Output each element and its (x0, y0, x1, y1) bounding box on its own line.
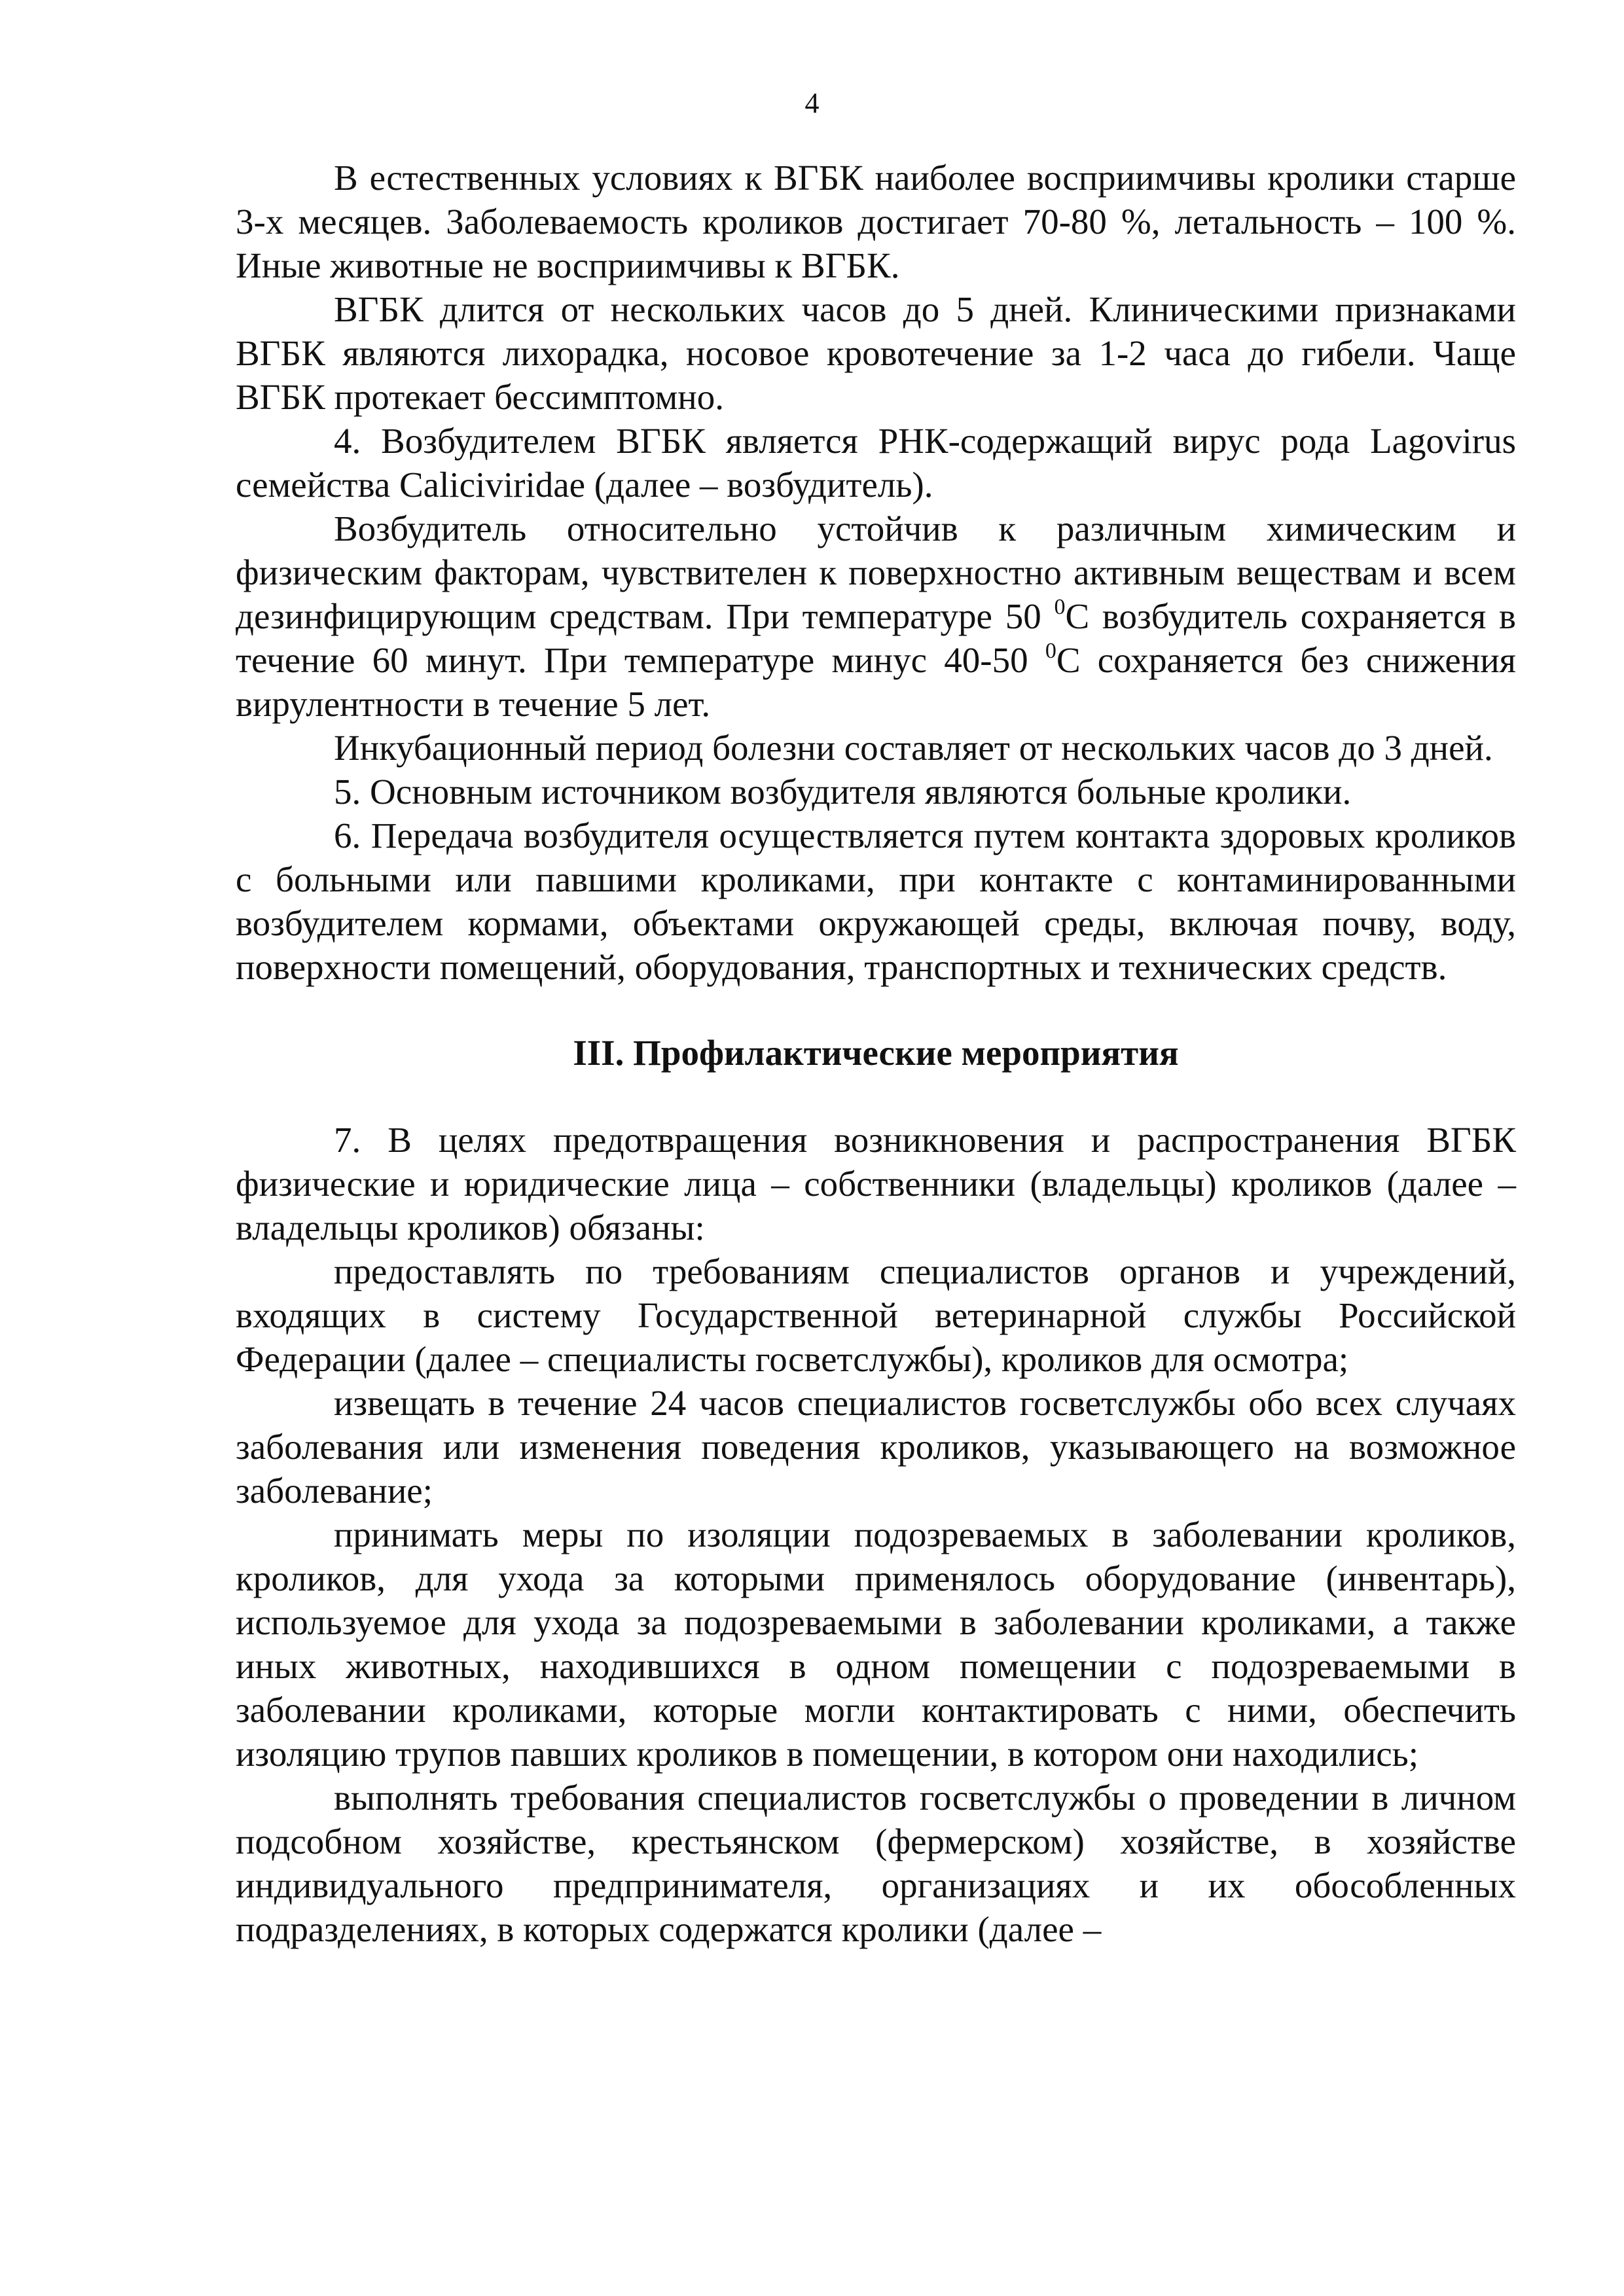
paragraph-requirements: выполнять требования специалистов госветслужбы о проведении в личном подсобном хозяйстве, крестьянском (фермерском) хозяйстве, в хозяйстве индивидуального предпринимателя, организациях и их обособленных подразделениях, в которых содержатся кролики (далее – (236, 1778, 1516, 1949)
paragraph-source: 5. Основным источником возбудителя являются больные кролики. (334, 772, 1352, 812)
paragraph-resistance (236, 507, 1516, 726)
degree-mark: 0 (1045, 639, 1056, 663)
paragraph-owner-obligations: 7. В целях предотвращения возникновения и распространения ВГБК физические и юридические лица – собственники (владельцы) кроликов (далее – владельцы кроликов) обязаны: (236, 1120, 1516, 1247)
resistance-text-part2: С возбудитель сохраняется в течение 60 минут. При температуре минус 40-50 (236, 596, 1516, 680)
paragraph-incubation: Инкубационный период болезни составляет от нескольких часов до 3 дней. (334, 728, 1493, 768)
resistance-text-part3: С сохраняется без снижения вирулентности в течение 5 лет. (236, 640, 1516, 724)
paragraph-susceptibility: В естественных условиях к ВГБК наиболее восприимчивы кролики старше 3-х месяцев. Заболеваемость кроликов достигает 70-80 %, летальность – 100 %. Иные животные не восприимчивы к ВГБК. (236, 158, 1516, 285)
paragraph-provide-rabbits: предоставлять по требованиям специалистов органов и учреждений, входящих в систему Государственной ветеринарной службы Российской Федерации (далее – специалисты госветслужбы), кроликов для осмотра; (236, 1251, 1516, 1379)
paragraph-pathogen: 4. Возбудителем ВГБК является РНК-содержащий вирус рода Lagovirus семейства Caliciviridae (далее – возбудитель). (236, 421, 1516, 505)
degree-mark: 0 (1054, 595, 1066, 619)
page-number: 4 (804, 87, 820, 119)
resistance-text-part1: Возбудитель относительно устойчив к различным химическим и физическим факторам, чувствителен к поверхностно активным веществам и всем дезинфицирующим средствам. При температуре 50 (236, 509, 1516, 636)
paragraph-transmission: 6. Передача возбудителя осуществляется путем контакта здоровых кроликов с больными или павшими кроликами, при контакте с контаминированными возбудителем кормами, объектами окружающей среды, включая почву, воду, поверхности помещений, оборудования, транспортных и технических средств. (236, 816, 1516, 987)
paragraph-clinical-signs: ВГБК длится от нескольких часов до 5 дней. Клиническими признаками ВГБК являются лихорадка, носовое кровотечение за 1-2 часа до гибели. Чаще ВГБК протекает бессимптомно. (236, 289, 1516, 417)
document-body (236, 156, 1516, 1951)
paragraph-isolation: принимать меры по изоляции подозреваемых в заболевании кроликов, кроликов, для ухода за которыми применялось оборудование (инвентарь), используемое для ухода за подозреваемыми в заболевании кроликами, а также иных животных, находившихся в одном помещении с подозреваемыми в заболевании кроликами, которые могли контактировать с ними, обеспечить изоляцию трупов павших кроликов в помещении, в котором они находились; (236, 1515, 1516, 1774)
paragraph-notify: извещать в течение 24 часов специалистов госветслужбы обо всех случаях заболевания или изменения поведения кроликов, указывающего на возможное заболевание; (236, 1383, 1516, 1511)
section-heading: III. Профилактические мероприятия (573, 1033, 1179, 1073)
